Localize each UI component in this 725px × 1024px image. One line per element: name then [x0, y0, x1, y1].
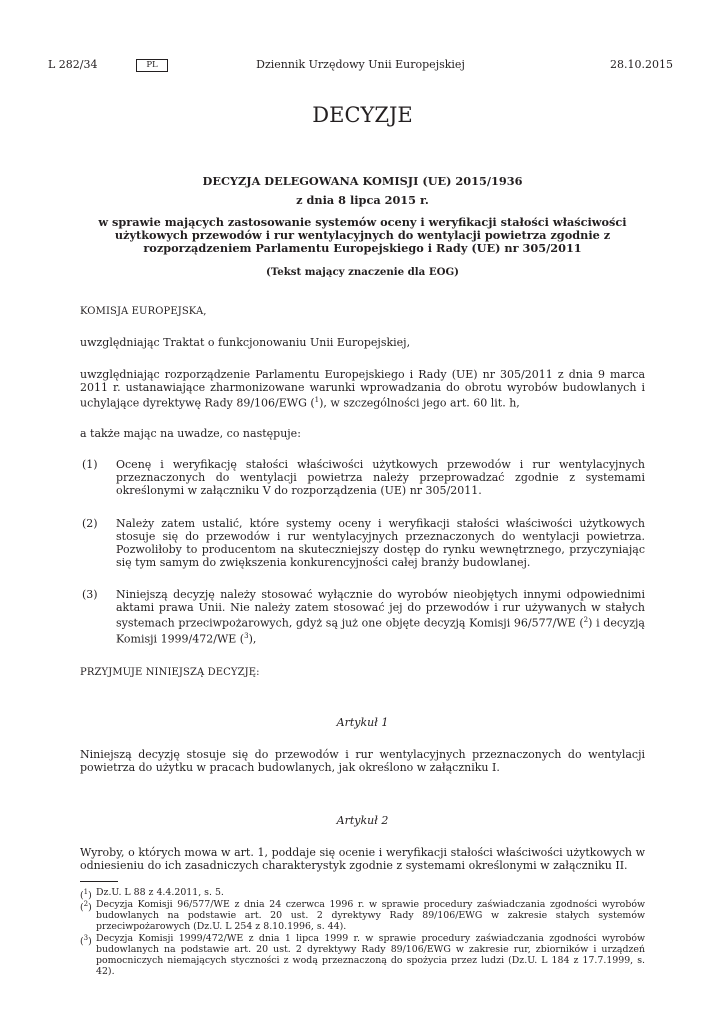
- recital-number: (1): [82, 458, 98, 471]
- footnote-ref: 2: [583, 616, 589, 624]
- footnote-1: ($^1$) Dz.U. L 88 z 4.4.2011, s. 5.: [80, 887, 645, 898]
- recital-text: Niniejszą decyzję należy stosować wyłącznie do wyrobów nieobjętych innymi odpowiednimi aktami prawa Unii. Nie należy zatem stosować jej do przewodów i rur używanych w stałych systemach przeciwpożarowych, gdyż są już one objęte decyzją Komisji 96/577/WE ($^2$) i decyzją Komisji 1999/472/WE ($^3$),: [116, 588, 645, 646]
- journal-title: Dziennik Urzędowy Unii Europejskiej: [256, 58, 465, 71]
- footnote-number: 1: [83, 888, 89, 896]
- article-1-heading: Artykuł 1: [336, 716, 389, 729]
- footnote-number: 2: [83, 900, 89, 908]
- eea-note: (Tekst mający znaczenie dla EOG): [266, 266, 459, 278]
- article-1-text: Niniejszą decyzję stosuje się do przewodów i rur wentylacyjnych przeznaczonych do wentylacji powietrza do użytku w pracach budowlanych, jak określono w załączniku I.: [80, 748, 645, 774]
- article-2-heading: Artykuł 2: [336, 814, 389, 827]
- recital-number: (2): [82, 517, 98, 530]
- preamble-regulation: uwzględniając rozporządzenie Parlamentu Europejskiego i Rady (UE) nr 305/2011 z dnia 9 marca 2011 r. ustanawiające zharmonizowane warunki wprowadzania do obrotu wyrobów budowlanych i uchylające dyrektywę Rady 89/106/EWG ($^1$), w szczególności jego art. 60 lit. h,: [80, 368, 645, 410]
- decision-title: DECYZJA DELEGOWANA KOMISJI (UE) 2015/1936: [202, 174, 523, 188]
- decision-date: z dnia 8 lipca 2015 r.: [296, 193, 429, 207]
- preamble-treaty: uwzględniając Traktat o funkcjonowaniu Unii Europejskiej,: [80, 336, 411, 349]
- publication-date: 28.10.2015: [610, 58, 673, 71]
- page-header: [48, 58, 673, 74]
- article-2-text: Wyroby, o których mowa w art. 1, poddaje się ocenie i weryfikacji stałości właściwości użytkowych w odniesieniu do ich zasadniczych charakterystyk zgodnie z systemami określonymi w załączniku II.: [80, 846, 645, 872]
- recital-3: [80, 588, 645, 645]
- adopts-statement: PRZYJMUJE NINIEJSZĄ DECYZJĘ:: [80, 667, 260, 678]
- footnote-2: ($^2$) Decyzja Komisji 96/577/WE z dnia 24 czerwca 1996 r. w sprawie procedury zaświadczania zgodności wyrobów budowlanych na podstawie art. 20 ust. 2 dyrektywy Rady 89/106/EWG w zakresie stałych systemów przeciwpożarowych (Dz.U. L 254 z 8.10.1996, s. 44).: [80, 899, 645, 932]
- recital-text: Ocenę i weryfikację stałości właściwości użytkowych przewodów i rur wentylacyjnych przeznaczonych do wentylacji powietrza należy przeprowadzać zgodnie z systemami określonymi w załączniku V do rozporządzenia (UE) nr 305/2011.: [116, 458, 645, 497]
- preamble-whereas: a także mając na uwadze, co następuje:: [80, 427, 301, 440]
- recital-1: [80, 458, 645, 497]
- language-badge: PL: [136, 59, 168, 72]
- preamble-commission: KOMISJA EUROPEJSKA,: [80, 306, 207, 317]
- section-title: DECYZJE: [312, 103, 413, 127]
- footnote-3: ($^3$) Decyzja Komisji 1999/472/WE z dnia 1 lipca 1999 r. w sprawie procedury zaświadczania zgodności wyrobów budowlanych na podstawie art. 20 ust. 2 dyrektywy Rady 89/106/EWG w zakresie rur, zbiorników i urządzeń pomocniczych niemających styczności z wodą przeznaczoną do spożycia przez ludzi (Dz.U. L 184 z 17.7.1999, s. 42).: [80, 933, 645, 977]
- footnote-text: Decyzja Komisji 96/577/WE z dnia 24 czerwca 1996 r. w sprawie procedury zaświadczania zgodności wyrobów budowlanych na podstawie art. 20 ust. 2 dyrektywy Rady 89/106/EWG w zakresie stałych systemów przeciwpożarowych (Dz.U. L 254 z 8.10.1996, s. 44).: [96, 899, 645, 932]
- recital-number: (3): [82, 588, 98, 601]
- footnote-ref: 1: [314, 396, 320, 404]
- footnote-text: Dz.U. L 88 z 4.4.2011, s. 5.: [96, 887, 224, 898]
- recital-2: [80, 517, 645, 569]
- recital-text: Należy zatem ustalić, które systemy oceny i weryfikacji stałości właściwości użytkowych stosuje się do przewodów i rur wentylacyjnych przeznaczonych do wentylacji powietrza. Pozwoliłoby to producentom na skuteczniejszy dostęp do rynku wewnętrznego, przyczyniając się tym samym do zwiększenia konkurencyjności całej branży budowlanej.: [116, 517, 645, 569]
- footnote-text: Decyzja Komisji 1999/472/WE z dnia 1 lipca 1999 r. w sprawie procedury zaświadczania zgodności wyrobów budowlanych na podstawie art. 20 ust. 2 dyrektywy Rady 89/106/EWG w zakresie rur, zbiorników i urządzeń pomocniczych niemających styczności z wodą przeznaczoną do spożycia przez ludzi (Dz.U. L 184 z 17.7.1999, s. 42).: [96, 933, 645, 977]
- decision-subject: w sprawie mających zastosowanie systemów oceny i weryfikacji stałości właściwości użytkowych przewodów i rur wentylacyjnych do wentylacji powietrza zgodnie z rozporządzeniem Parlamentu Europejskiego i Rady (UE) nr 305/2011: [98, 215, 627, 255]
- page-reference: L 282/34: [48, 58, 98, 71]
- footnote-ref: 3: [244, 631, 249, 640]
- footnote-number: 3: [83, 934, 89, 942]
- footnote-divider: [80, 881, 118, 882]
